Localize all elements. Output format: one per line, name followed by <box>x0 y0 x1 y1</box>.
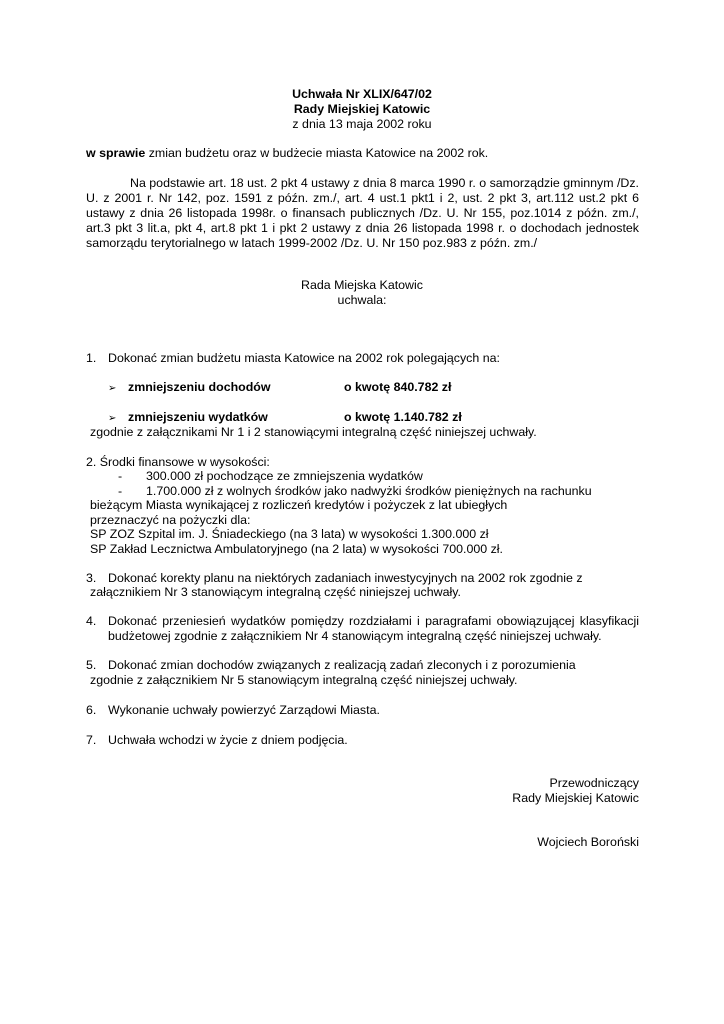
item-6-number: 6. <box>86 703 97 717</box>
arrow-bullet-icon: ➢ <box>108 413 117 424</box>
item-4-line-1: Dokonać przeniesień wydatków pomiędzy rozdziałami i paragrafami obowiązującej klasyfikacji <box>108 614 639 628</box>
item-1-number: 1. <box>86 351 97 365</box>
legal-basis-line: U. z 2001 r. Nr 142, poz. 1591 z późn. zm./, art. 4 ust.1 pkt1 i 2, ust. 2 pkt 3, art.112 ust.2 pkt 6 <box>86 191 639 205</box>
subject-label: w sprawie <box>86 146 146 160</box>
item-3-line-1: Dokonać korekty planu na niektórych zadaniach inwestycyjnych na 2002 rok zgodnie z <box>108 571 583 585</box>
item-2-cont-1: bieżącym Miasta wynikającej z rozliczeń kredytów i pożyczek z lat ubiegłych <box>90 498 508 512</box>
legal-basis-line: ustawy z dnia 26 listopada 1998r. o finansach publicznych /Dz. U. Nr 155, poz.1014 z późn. zm./, <box>86 206 639 220</box>
resolution-title: Uchwała Nr XLIX/647/02 <box>292 87 432 101</box>
bullet-income-amount: o kwotę 840.782 zł <box>344 380 452 394</box>
resolution-body: Rady Miejskiej Katowic <box>293 102 431 116</box>
legal-basis <box>86 176 639 251</box>
dash-bullet: - <box>118 469 123 483</box>
item-2-loan-1: SP ZOZ Szpital im. J. Śniadeckiego (na 3 lata) w wysokości 1.300.000 zł <box>90 527 489 541</box>
item-7-number: 7. <box>86 733 97 747</box>
council-name: Rada Miejska Katowic <box>301 278 423 292</box>
council-decides: uchwala: <box>337 293 387 307</box>
subject-text: zmian budżetu oraz w budżecie miasta Katowice na 2002 rok. <box>148 146 489 160</box>
subject-line <box>86 146 488 161</box>
item-5-line-2: zgodnie z załącznikiem Nr 5 stanowiącym integralną część niniejszej uchwały. <box>90 673 518 687</box>
legal-basis-line: samorządu terytorialnego w latach 1999-2002 /Dz. U. Nr 150 poz.983 z późn. zm./ <box>86 236 538 250</box>
item-2-heading: 2. Środki finansowe w wysokości: <box>86 455 270 469</box>
item-5-line-1: Dokonać zmian dochodów związanych z realizacją zadań zleconych i z porozumienia <box>108 658 576 672</box>
signature-name: Wojciech Boroński <box>537 835 639 849</box>
item-2-sub-2: 1.700.000 zł z wolnych środków jako nadwyżki środków pieniężnych na rachunku <box>146 484 592 498</box>
item-2-sub-1: 300.000 zł pochodzące ze zmniejszenia wydatków <box>146 469 423 483</box>
legal-basis-line: art.3 pkt 3 lit.a, pkt 4, art.8 pkt 1 i pkt 2 ustawy z dnia 26 listopada 1998 r. o dochodach jednostek <box>86 221 639 235</box>
item-1-text: Dokonać zmian budżetu miasta Katowice na 2002 rok polegających na: <box>108 351 500 365</box>
arrow-bullet-icon: ➢ <box>108 383 117 394</box>
bullet-expense-amount: o kwotę 1.140.782 zł <box>344 410 462 424</box>
item-3-number: 3. <box>86 571 97 585</box>
item-4-number: 4. <box>86 614 97 628</box>
item-6-text: Wykonanie uchwały powierzyć Zarządowi Miasta. <box>108 703 380 717</box>
item-2-loan-2: SP Zakład Lecznictwa Ambulatoryjnego (na 2 lata) w wysokości 700.000 zł. <box>90 542 504 556</box>
bullet-income-label: zmniejszeniu dochodów <box>128 380 271 394</box>
item-5-number: 5. <box>86 658 97 672</box>
signature-body: Rady Miejskiej Katowic <box>512 791 639 805</box>
item-4-text <box>108 614 639 644</box>
dash-bullet: - <box>118 484 123 498</box>
item-7-text: Uchwała wchodzi w życie z dniem podjęcia. <box>108 733 348 747</box>
item-3-line-2: załącznikiem Nr 3 stanowiącym integralną część niniejszej uchwały. <box>90 585 461 599</box>
item-4-line-2: budżetowej zgodnie z załącznikiem Nr 4 stanowiącym integralną część niniejszej uchwały. <box>108 629 602 643</box>
signature-role: Przewodniczący <box>549 776 639 790</box>
item-1-note: zgodnie z załącznikami Nr 1 i 2 stanowiącymi integralną część niniejszej uchwały. <box>90 425 537 439</box>
resolution-date: z dnia 13 maja 2002 roku <box>292 117 432 131</box>
item-2-cont-2: przeznaczyć na pożyczki dla: <box>90 513 251 527</box>
legal-basis-line: Na podstawie art. 18 ust. 2 pkt 4 ustawy z dnia 8 marca 1990 r. o samorządzie gminnym /Dz. <box>130 176 639 190</box>
bullet-expense-label: zmniejszeniu wydatków <box>128 410 268 424</box>
